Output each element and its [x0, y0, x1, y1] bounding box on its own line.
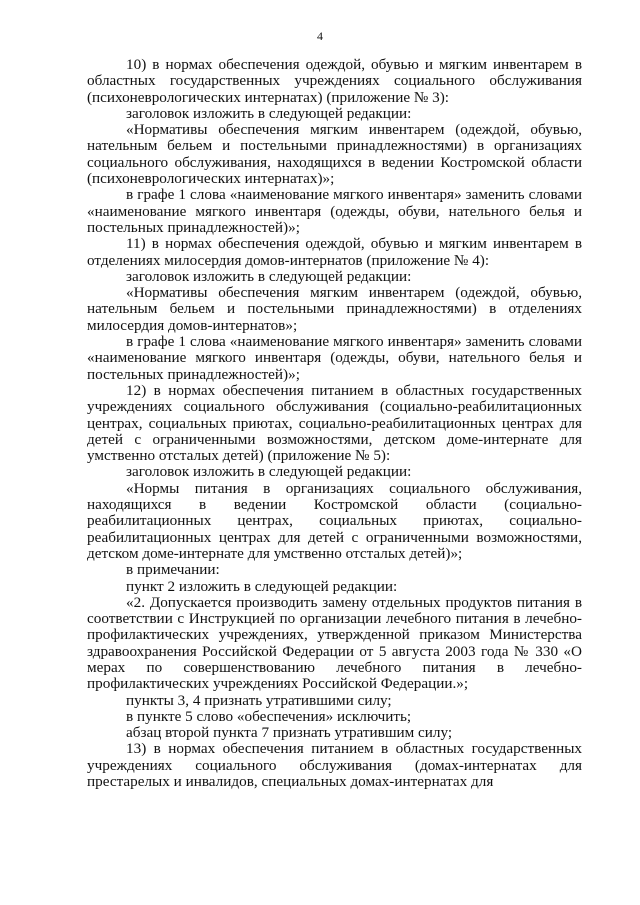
paragraph-column-change: в графе 1 слова «наименование мягкого инвентаря» заменить словами «наименование мягкого инвентаря (одежды, обуви, нательного белья и постельных принадлежностей)»;: [87, 333, 582, 383]
paragraph-points-3-4: пункты 3, 4 признать утратившими силу;: [126, 691, 392, 709]
paragraph-point-2-instruction: пункт 2 изложить в следующей редакции:: [126, 577, 398, 595]
paragraph-point-5: в пункте 5 слово «обеспечения» исключить;: [126, 707, 412, 725]
paragraph-new-heading: «Нормативы обеспечения мягким инвентарем (одеждой, обувью, нательным бельем и постельными принадлежностями) в организациях социального обслуживания, находящихся в ведении Костромской области (психоневрологических интернатах)»;: [87, 121, 582, 188]
paragraph-heading-instruction: заголовок изложить в следующей редакции:: [126, 463, 412, 481]
paragraph-new-heading: «Нормативы обеспечения мягким инвентарем (одеждой, обувью, нательным бельем и постельными принадлежностями) в отделениях милосердия домов-интернатов»;: [87, 284, 582, 334]
paragraph-heading-instruction: заголовок изложить в следующей редакции:: [126, 267, 412, 285]
paragraph-item-12: 12) в нормах обеспечения питанием в областных государственных учреждениях социального обслуживания (социально-реабилитационных центрах, социальных приютах, социально-реабилитационных центрах для детей с ограниченными возможностями, детском доме-интернате для умственно отсталых детей) (приложение № 5):: [87, 381, 582, 465]
paragraph-note-intro: в примечании:: [126, 561, 220, 579]
paragraph-item-11: 11) в нормах обеспечения одеждой, обувью и мягким инвентарем в отделениях милосердия домов-интернатов (приложение № 4):: [87, 235, 582, 269]
paragraph-new-heading: «Нормы питания в организациях социального обслуживания, находящихся в ведении Костромской области (социально-реабилитационных центрах, социальных приютах, социально-реабилитационных центрах для детей с ограниченными возможностями, детском доме-интернате для умственно отсталых детей)»;: [87, 479, 582, 562]
paragraph-heading-instruction: заголовок изложить в следующей редакции:: [126, 104, 412, 122]
paragraph-column-change: в графе 1 слова «наименование мягкого инвентаря» заменить словами «наименование мягкого инвентаря (одежды, обуви, нательного белья и постельных принадлежностей)»;: [87, 186, 582, 236]
page-number: 4: [317, 29, 323, 43]
paragraph-item-13: 13) в нормах обеспечения питанием в областных государственных учреждениях социального обслуживания (домах-интернатах для престарелых и инвалидов, специальных домах-интернатах для: [87, 740, 582, 791]
paragraph-point-7: абзац второй пункта 7 признать утратившим силу;: [126, 724, 453, 742]
paragraph-item-10: 10) в нормах обеспечения одеждой, обувью и мягким инвентарем в областных государственных учреждениях социального обслуживания (психоневрологических интернатах) (приложение № 3):: [87, 56, 582, 106]
document-body: [87, 57, 582, 790]
paragraph-point-2-text: «2. Допускается производить замену отдельных продуктов питания в соответствии с Инструкцией по организации лечебного питания в лечебно-профилактических учреждениях, утвержденной приказом Министерства здравоохранения Российской Федерации от 5 августа 2003 года № 330 «О мерах по совершенствованию лечебного питания в лечебно-профилактических учреждениях Российской Федерации.»;: [87, 593, 582, 693]
